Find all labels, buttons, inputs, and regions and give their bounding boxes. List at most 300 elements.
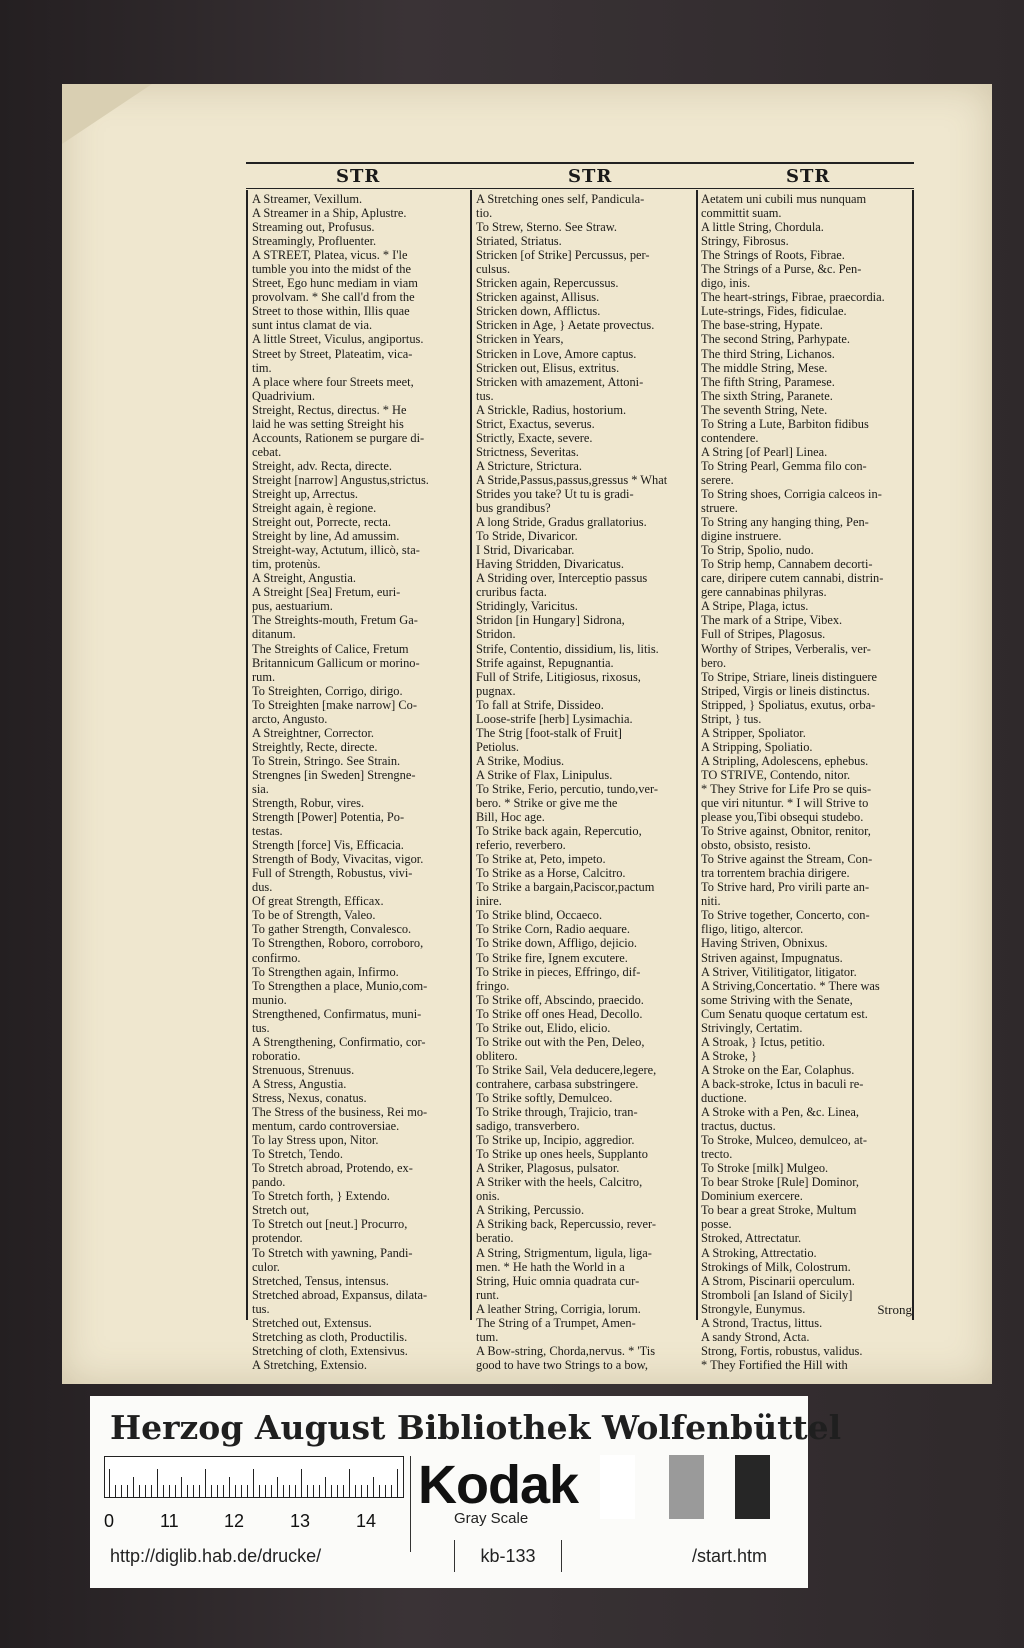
entry-line: To lay Stress upon, Nitor. xyxy=(252,1133,379,1148)
column-divider-2 xyxy=(696,190,698,1320)
entry-line: To Strike a bargain,Paciscor,pactum xyxy=(476,880,655,895)
entry-line: tio. xyxy=(476,206,493,221)
entry-line: Stretching of cloth, Extensivus. xyxy=(252,1343,408,1358)
entry-line: A Stroke on the Ear, Colaphus. xyxy=(701,1062,855,1077)
gray-swatch-dark xyxy=(735,1455,770,1519)
entry-line: A Streight, Angustia. xyxy=(252,571,356,586)
entry-line: A little String, Chordula. xyxy=(701,220,824,235)
entry-line: oblitero. xyxy=(476,1048,518,1063)
entry-line: Streight again, è regione. xyxy=(252,501,377,516)
entry-line: To Strip, Spolio, nudo. xyxy=(701,543,814,558)
ruler-tick xyxy=(283,1485,284,1497)
entry-line: To Strike through, Trajicio, tran- xyxy=(476,1105,638,1120)
entry-line: The Stress of the business, Rei mo- xyxy=(252,1105,428,1120)
gray-swatch-mid xyxy=(669,1455,704,1519)
entry-line: The Strings of Roots, Fibrae. xyxy=(701,248,845,263)
entry-line: tra torrentem brachia dirigere. xyxy=(701,866,850,881)
entry-line: A Stripping, Spoliatio. xyxy=(701,739,813,754)
entry-line: pugnax. xyxy=(476,683,516,698)
entry-line: que viri nituntur. * I will Strive to xyxy=(701,796,869,811)
entry-line: Strength [Power] Potentia, Po- xyxy=(252,810,405,825)
ruler-tick xyxy=(337,1485,338,1497)
entry-line: trecto. xyxy=(701,1147,733,1162)
entry-line: pando. xyxy=(252,1175,286,1190)
entry-line: * They Strive for Life Pro se quis- xyxy=(701,781,872,796)
entry-line: committit suam. xyxy=(701,206,782,221)
ruler-tick xyxy=(139,1485,140,1497)
ruler-tick xyxy=(301,1469,302,1497)
ruler-tick xyxy=(367,1485,368,1497)
entry-line: sadigo, transverbero. xyxy=(476,1119,580,1134)
entry-line: Street to those within, Illis quae xyxy=(252,304,410,319)
entry-line: To Stripe, Striare, lineis distinguere xyxy=(701,669,878,684)
url-suffix: /start.htm xyxy=(692,1546,768,1566)
ruler-label-11: 11 xyxy=(160,1511,179,1531)
entry-line: Stretching as cloth, Productilis. xyxy=(252,1329,408,1344)
entry-line: A Stroak, } Ictus, petitio. xyxy=(701,1034,825,1049)
ruler-tick xyxy=(343,1485,344,1497)
ruler-tick xyxy=(211,1485,212,1497)
entry-line: Having Stridden, Divaricatus. xyxy=(476,557,624,572)
ruler-tick xyxy=(151,1485,152,1497)
entry-line: A place where four Streets meet, xyxy=(252,374,414,389)
entry-line: A leather String, Corrigia, lorum. xyxy=(476,1301,641,1316)
entry-line: To String shoes, Corrigia calceos in- xyxy=(701,486,882,501)
ruler-tick xyxy=(127,1485,128,1497)
ruler-tick xyxy=(247,1485,248,1497)
entry-line: To fall at Strife, Dissideo. xyxy=(476,697,604,712)
entry-line: Striven against, Impugnatus. xyxy=(701,950,843,965)
entry-line: A Strike of Flax, Linipulus. xyxy=(476,767,613,782)
entry-line: ditanum. xyxy=(252,627,296,642)
entry-line: Aetatem uni cubili mus nunquam xyxy=(701,192,867,206)
entry-line: posse. xyxy=(701,1217,732,1232)
entry-line: A Strickle, Radius, hostorium. xyxy=(476,402,627,417)
entry-line: A Streightner, Corrector. xyxy=(252,725,375,740)
entry-line: arcto, Angusto. xyxy=(252,711,328,726)
entry-line: A Stride,Passus,passus,gressus * What xyxy=(476,472,668,487)
entry-line: To be of Strength, Valeo. xyxy=(252,908,376,923)
entry-line: A Stress, Angustia. xyxy=(252,1076,347,1091)
entry-line: Striped, Virgis or lineis distinctus. xyxy=(701,683,870,698)
entry-line: A Stroke, } xyxy=(701,1048,757,1063)
entry-line: Strength of Body, Vivacitas, vigor. xyxy=(252,852,424,867)
entry-line: Streight [narrow] Angustus,strictus. xyxy=(252,472,429,487)
entry-line: To Strike blind, Occaeco. xyxy=(476,908,603,923)
entry-line: beratio. xyxy=(476,1231,514,1246)
entry-line: referio, reverbero. xyxy=(476,838,566,853)
entry-line: Strongyle, Eunymus. xyxy=(701,1301,806,1316)
entry-line: To Strew, Sterno. See Straw. xyxy=(476,220,618,235)
ruler-tick xyxy=(289,1485,290,1497)
entry-line: gere cannabinas philyras. xyxy=(701,585,827,600)
ruler-tick xyxy=(163,1485,164,1497)
entry-line: Quadrivium. xyxy=(252,388,315,403)
top-rule xyxy=(246,162,914,164)
entry-line: The sixth String, Paranete. xyxy=(701,388,833,403)
entry-line: A Striking, Percussio. xyxy=(476,1203,585,1218)
entry-line: To Stretch, Tendo. xyxy=(252,1147,343,1162)
entry-line: A STREET, Platea, vicus. * I'le xyxy=(252,248,408,263)
ruler-tick xyxy=(181,1477,182,1497)
running-head-2: STR xyxy=(568,166,613,187)
entry-line: Full of Stripes, Plagosus. xyxy=(701,627,826,642)
ruler-tick xyxy=(379,1485,380,1497)
ruler-tick xyxy=(241,1485,242,1497)
entry-line: To gather Strength, Convalesco. xyxy=(252,922,412,937)
entry-line: struere. xyxy=(701,501,738,516)
entry-line: The heart-strings, Fibrae, praecordia. xyxy=(701,290,885,305)
right-border-rule xyxy=(912,190,914,1320)
entry-line: tim, protenùs. xyxy=(252,557,321,572)
entry-line: A Strom, Piscinarii operculum. xyxy=(701,1273,855,1288)
entry-line: tus. xyxy=(252,1301,270,1316)
entry-line: Stress, Nexus, conatus. xyxy=(252,1091,367,1105)
entry-line: To Strike softly, Demulceo. xyxy=(476,1091,613,1105)
entry-line: Stricken in Years, xyxy=(476,332,564,347)
running-head-1: STR xyxy=(336,166,381,187)
entry-line: fligo, litigo, altercor. xyxy=(701,922,804,937)
entry-line: digine instruere. xyxy=(701,529,782,544)
entry-line: Stricken [of Strike] Percussus, per- xyxy=(476,248,650,263)
ruler-tick xyxy=(271,1485,272,1497)
entry-line: To Strive hard, Pro virili parte an- xyxy=(701,880,870,895)
entry-line: To bear Stroke [Rule] Dominor, xyxy=(701,1175,859,1190)
entry-line: To Strip hemp, Cannabem decorti- xyxy=(701,557,873,572)
ruler-tick xyxy=(397,1469,398,1497)
ruler-tick xyxy=(349,1469,350,1497)
dictionary-column-2 xyxy=(476,192,694,1372)
entry-line: To Strike up ones heels, Supplanto xyxy=(476,1147,648,1162)
entry-line: To Strive against the Stream, Con- xyxy=(701,852,873,867)
entry-line: sunt intus clamat de via. xyxy=(252,318,373,333)
ruler-tick xyxy=(109,1469,110,1497)
entry-line: Street by Street, Plateatim, vica- xyxy=(252,346,413,361)
entry-line: Stridon [in Hungary] Sidrona, xyxy=(476,613,625,628)
entry-line: Stringy, Fibrosus. xyxy=(701,234,789,249)
entry-line: cruribus facta. xyxy=(476,585,547,600)
entry-line: To Stride, Divaricor. xyxy=(476,529,578,544)
entry-line: Strenuous, Strenuus. xyxy=(252,1062,355,1077)
entry-line: Street, Ego hunc mediam in viam xyxy=(252,276,418,291)
ruler-tick xyxy=(175,1485,176,1497)
entry-line: To bear a great Stroke, Multum xyxy=(701,1203,857,1218)
entry-line: To Strike Sail, Vela deducere,legere, xyxy=(476,1062,657,1077)
entry-line: Full of Strife, Litigiosus, rixosus, xyxy=(476,669,641,684)
entry-line: roboratio. xyxy=(252,1048,301,1063)
entry-line: Stricken again, Repercussus. xyxy=(476,276,619,291)
entry-line: Of great Strength, Efficax. xyxy=(252,894,384,909)
entry-line: Strengthened, Confirmatus, muni- xyxy=(252,1006,422,1021)
entry-line: ductione. xyxy=(701,1091,747,1105)
entry-line: bero. xyxy=(701,655,727,670)
ruler-tick xyxy=(277,1477,278,1497)
entry-line: A Stripe, Plaga, ictus. xyxy=(701,599,809,614)
entry-line: A Striver, Vitilitigator, litigator. xyxy=(701,964,857,979)
entry-line: The second String, Parhypate. xyxy=(701,332,850,347)
entry-line: A Stroking, Attrectatio. xyxy=(701,1245,817,1260)
entry-line: I Strid, Divaricabar. xyxy=(476,543,575,558)
entry-line: protendor. xyxy=(252,1231,303,1246)
entry-line: some Striving with the Senate, xyxy=(701,992,853,1007)
entry-line: Strong, Fortis, robustus, validus. xyxy=(701,1343,863,1358)
ruler-tick xyxy=(217,1485,218,1497)
entry-line: onis. xyxy=(476,1189,500,1204)
ruler-tick xyxy=(373,1477,374,1497)
entry-line: Streamingly, Profluenter. xyxy=(252,234,377,249)
entry-line: tim. xyxy=(252,360,272,375)
entry-line: A Striding over, Interceptio passus xyxy=(476,571,648,586)
entry-line: Stretched, Tensus, intensus. xyxy=(252,1273,389,1288)
entry-line: Dominium exercere. xyxy=(701,1189,803,1204)
entry-line: Strides you take? Ut tu is gradi- xyxy=(476,486,634,501)
entry-line: Streight, Rectus, directus. * He xyxy=(252,402,407,417)
entry-line: Cum Senatu quoque certatum est. xyxy=(701,1006,868,1021)
kodak-logo: Kodak xyxy=(418,1455,579,1515)
entry-line: The seventh String, Nete. xyxy=(701,402,828,417)
entry-line: To Strive together, Concerto, con- xyxy=(701,908,870,923)
scale-ruler xyxy=(104,1456,404,1498)
entry-line: To Streighten, Corrigo, dirigo. xyxy=(252,683,403,698)
entry-line: * They Fortified the Hill with xyxy=(701,1357,848,1372)
ruler-label-12: 12 xyxy=(224,1511,245,1531)
entry-line: The Strig [foot-stalk of Fruit] xyxy=(476,725,622,740)
entry-line: munio. xyxy=(252,992,287,1007)
entry-line: A little Street, Viculus, angiportus. xyxy=(252,332,424,347)
entry-line: tus. xyxy=(476,388,494,403)
dictionary-column-1 xyxy=(252,192,470,1372)
entry-line: Strict, Exactus, severus. xyxy=(476,416,595,431)
entry-line: Streight out, Porrecte, recta. xyxy=(252,515,392,530)
ruler-tick xyxy=(361,1485,362,1497)
ruler-tick xyxy=(169,1485,170,1497)
ruler-tick xyxy=(193,1485,194,1497)
entry-line: The third String, Lichanos. xyxy=(701,346,835,361)
entry-line: The mark of a Stripe, Vibex. xyxy=(701,613,843,628)
entry-line: A Streamer, Vexillum. xyxy=(252,192,363,206)
entry-line: culor. xyxy=(252,1259,280,1274)
gray-swatch-white xyxy=(600,1455,635,1519)
ruler-tick xyxy=(115,1485,116,1497)
entry-line: To Streighten [make narrow] Co- xyxy=(252,697,417,712)
entry-line: serere. xyxy=(701,472,734,487)
entry-line: sia. xyxy=(252,781,269,796)
entry-line: To Strike as a Horse, Calcitro. xyxy=(476,866,626,881)
entry-line: A Striving,Concertatio. * There was xyxy=(701,978,880,993)
entry-line: A Stricture, Strictura. xyxy=(476,458,582,473)
left-border-rule xyxy=(246,190,248,1320)
entry-line: A Streamer in a Ship, Aplustre. xyxy=(252,206,407,221)
entry-line: inire. xyxy=(476,894,502,909)
entry-line: A Bow-string, Chorda,nervus. * 'Tis xyxy=(476,1343,656,1358)
entry-line: good to have two Strings to a bow, xyxy=(476,1357,648,1372)
entry-line: tum. xyxy=(476,1329,499,1344)
entry-line: Streight-way, Actutum, illicò, sta- xyxy=(252,543,420,558)
ruler-tick xyxy=(133,1477,134,1497)
ruler-tick xyxy=(307,1485,308,1497)
entry-line: tumble you into the midst of the xyxy=(252,262,411,277)
entry-line: Stretched out, Extensus. xyxy=(252,1315,372,1330)
entry-line: provolvam. * She call'd from the xyxy=(252,290,415,305)
entry-line: To Strike Corn, Radio aequare. xyxy=(476,922,630,937)
entry-line: A Striker with the heels, Calcitro, xyxy=(476,1175,643,1190)
entry-line: To Strive against, Obnitor, renitor, xyxy=(701,824,871,839)
ruler-tick xyxy=(235,1485,236,1497)
ruler-tick xyxy=(253,1469,254,1497)
entry-line: The String of a Trumpet, Amen- xyxy=(476,1315,636,1330)
entry-line: Strength [force] Vis, Efficacia. xyxy=(252,838,404,853)
entry-line: Stretched abroad, Expansus, dilata- xyxy=(252,1287,428,1302)
entry-line: bero. * Strike or give me the xyxy=(476,796,618,811)
entry-line: To Strike up, Incipio, aggredior. xyxy=(476,1133,635,1148)
entry-line: To String any hanging thing, Pen- xyxy=(701,515,869,530)
entry-line: Having Striven, Obnixus. xyxy=(701,936,828,951)
entry-line: rum. xyxy=(252,669,276,684)
entry-line: mentum, cardo controversiae. xyxy=(252,1119,400,1134)
ruler-tick xyxy=(229,1477,230,1497)
entry-line: A String [of Pearl] Linea. xyxy=(701,444,828,459)
entry-line: TO STRIVE, Contendo, nitor. xyxy=(701,767,851,782)
target-divider xyxy=(410,1456,411,1552)
entry-line: To Stretch abroad, Protendo, ex- xyxy=(252,1161,413,1176)
entry-line: Strength, Robur, vires. xyxy=(252,796,365,811)
entry-line: Loose-strife [herb] Lysimachia. xyxy=(476,711,633,726)
entry-line: Strictly, Exacte, severe. xyxy=(476,430,593,445)
entry-line: To Strike back again, Repercutio, xyxy=(476,824,642,839)
entry-line: To Strike out, Elido, elicio. xyxy=(476,1020,611,1035)
entry-line: To Strein, Stringo. See Strain. xyxy=(252,753,401,768)
entry-line: To Strike down, Affligo, dejicio. xyxy=(476,936,637,951)
entry-line: A Striking back, Repercussio, rever- xyxy=(476,1217,657,1232)
entry-line: String, Huic omnia quadrata cur- xyxy=(476,1273,640,1288)
entry-line: Britannicum Gallicum or morino- xyxy=(252,655,420,670)
entry-line: tractus, ductus. xyxy=(701,1119,776,1134)
entry-line: please you,Tibi obsequi studebo. xyxy=(701,810,864,825)
entry-line: Strife, Contentio, dissidium, lis, litis. xyxy=(476,641,659,656)
entry-line: A Stripling, Adolescens, ephebus. xyxy=(701,753,869,768)
entry-line: To Strike off ones Head, Decollo. xyxy=(476,1006,643,1021)
ruler-tick xyxy=(157,1469,158,1497)
entry-line: Streightly, Recte, directe. xyxy=(252,739,378,754)
ruler-tick xyxy=(205,1469,206,1497)
entry-line: Streaming out, Profusus. xyxy=(252,220,375,235)
entry-line: Stridon. xyxy=(476,627,516,642)
ruler-tick xyxy=(319,1485,320,1497)
entry-line: A Stretching, Extensio. xyxy=(252,1357,367,1372)
entry-line: Strokings of Milk, Colostrum. xyxy=(701,1259,851,1274)
entry-line: To Stretch forth, } Extendo. xyxy=(252,1189,390,1204)
ruler-tick xyxy=(325,1477,326,1497)
entry-line: A Strike, Modius. xyxy=(476,753,565,768)
entry-line: Stricken in Love, Amore captus. xyxy=(476,346,637,361)
running-head-3: STR xyxy=(786,166,831,187)
entry-line: To Strike fire, Ignem excutere. xyxy=(476,950,628,965)
entry-line: The Streights of Calice, Fretum xyxy=(252,641,409,656)
entry-line: To Strengthen a place, Munio,com- xyxy=(252,978,428,993)
ruler-label-13: 13 xyxy=(290,1511,311,1531)
entry-line: digo, inis. xyxy=(701,276,751,291)
entry-line: The fifth String, Paramese. xyxy=(701,374,835,389)
entry-line: Stricken against, Allisus. xyxy=(476,290,600,305)
ruler-tick xyxy=(199,1485,200,1497)
entry-line: To Strengthen again, Infirmo. xyxy=(252,964,399,979)
entry-line: A Strengthening, Confirmatio, cor- xyxy=(252,1034,426,1049)
entry-line: To Stroke, Mulceo, demulceo, at- xyxy=(701,1133,868,1148)
ruler-tick xyxy=(223,1485,224,1497)
ruler-tick xyxy=(385,1485,386,1497)
entry-line: niti. xyxy=(701,894,721,909)
entry-line: Stroked, Attrectatur. xyxy=(701,1231,802,1246)
ruler-tick xyxy=(295,1485,296,1497)
entry-line: tus. xyxy=(252,1020,270,1035)
entry-line: A Strond, Tractus, littus. xyxy=(701,1315,823,1330)
head-rule xyxy=(246,188,914,189)
entry-line: Accounts, Rationem se purgare di- xyxy=(252,430,425,445)
entry-line: culsus. xyxy=(476,262,511,277)
entry-line: A Stripper, Spoliator. xyxy=(701,725,806,740)
entry-line: Bill, Hoc age. xyxy=(476,810,545,825)
entry-line: A String, Strigmentum, ligula, liga- xyxy=(476,1245,652,1260)
entry-line: A Stroke with a Pen, &c. Linea, xyxy=(701,1105,859,1120)
entry-line: The base-string, Hypate. xyxy=(701,318,823,333)
entry-line: Streight up, Arrectus. xyxy=(252,486,358,501)
entry-line: To Strike out with the Pen, Deleo, xyxy=(476,1034,645,1049)
entry-line: Strife against, Repugnantia. xyxy=(476,655,614,670)
entry-line: Stricken down, Afflictus. xyxy=(476,304,601,319)
entry-line: The middle String, Mese. xyxy=(701,360,828,375)
entry-line: Stromboli [an Island of Sicily] xyxy=(701,1287,853,1302)
library-title: Herzog August Bibliothek Wolfenbüttel xyxy=(110,1408,842,1447)
entry-line: Petiolus. xyxy=(476,739,520,754)
entry-line: Streight, adv. Recta, directe. xyxy=(252,458,392,473)
entry-line: Worthy of Stripes, Verberalis, ver- xyxy=(701,641,871,656)
entry-line: Strengnes [in Sweden] Strengne- xyxy=(252,767,416,782)
url-id: kb-133 xyxy=(454,1540,562,1572)
entry-line: contrahere, carbasa substringere. xyxy=(476,1076,639,1091)
ruler-tick xyxy=(313,1485,314,1497)
entry-line: dus. xyxy=(252,880,273,895)
entry-line: To Strengthen, Roboro, corroboro, xyxy=(252,936,424,951)
entry-line: Stretch out, xyxy=(252,1203,310,1218)
entry-line: A back-stroke, Ictus in baculi re- xyxy=(701,1076,864,1091)
ruler-tick xyxy=(331,1485,332,1497)
column-divider-1 xyxy=(470,190,472,1320)
entry-line: Stricken in Age, } Aetate provectus. xyxy=(476,318,655,333)
entry-line: bus grandibus? xyxy=(476,501,551,516)
entry-line: The Strings of a Purse, &c. Pen- xyxy=(701,262,862,277)
entry-line: A Stretching ones self, Pandicula- xyxy=(476,192,645,206)
ruler-tick xyxy=(259,1485,260,1497)
entry-line: Strivingly, Certatim. xyxy=(701,1020,803,1035)
entry-line: To String Pearl, Gemma filo con- xyxy=(701,458,867,473)
entry-line: pus, aestuarium. xyxy=(252,599,333,614)
ruler-tick xyxy=(391,1485,392,1497)
entry-line: contendere. xyxy=(701,430,759,445)
entry-line: Streight by line, Ad amussim. xyxy=(252,529,400,544)
entry-line: laid he was setting Streight his xyxy=(252,416,404,431)
entry-line: Striated, Striatus. xyxy=(476,234,562,249)
catchword: Strong xyxy=(877,1302,912,1317)
entry-line: To Stretch out [neut.] Procurro, xyxy=(252,1217,408,1232)
folded-corner xyxy=(62,84,152,144)
gray-scale-label: Gray Scale xyxy=(454,1510,529,1527)
entry-line: A Streight [Sea] Fretum, euri- xyxy=(252,585,401,600)
entry-line: The Streights-mouth, Fretum Ga- xyxy=(252,613,418,628)
ruler-label-0: 0 xyxy=(104,1511,115,1531)
entry-line: Lute-strings, Fides, fidiculae. xyxy=(701,304,847,319)
entry-line: cebat. xyxy=(252,444,282,459)
ruler-label-14: 14 xyxy=(356,1511,377,1531)
